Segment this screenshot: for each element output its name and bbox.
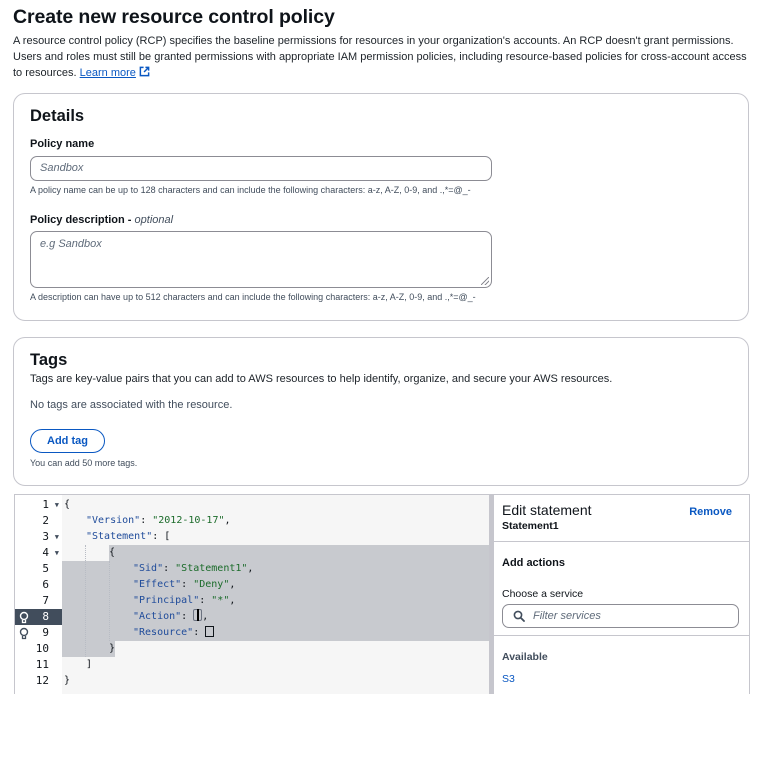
page-description-text: A resource control policy (RCP) specifies the baseline permissions for resources in your organization's accounts. An RCP doesn't grant permissions. Users and roles must still be granted permissions with appropriate IAM permission policies, including resource-based policies for cross-account access to resources. xyxy=(13,35,747,79)
selection-highlight xyxy=(109,545,492,561)
code-line: } xyxy=(109,643,116,654)
code-line: } xyxy=(64,675,71,686)
policy-name-hint: A policy name can be up to 128 characters and can include the following characters: a-z, A-Z, 0-9, and .,*=@_- xyxy=(30,185,471,195)
indent-guide xyxy=(109,561,110,641)
fold-arrow-icon[interactable]: ▼ xyxy=(54,533,59,541)
lightbulb-icon[interactable] xyxy=(19,611,29,625)
page-description xyxy=(13,33,753,81)
line-number-active: 8 xyxy=(15,609,62,625)
learn-more-link[interactable] xyxy=(80,67,136,79)
divider xyxy=(494,635,750,636)
statement-name: Statement1 xyxy=(502,520,559,532)
line-number: 2 xyxy=(42,514,49,527)
indent-guide xyxy=(85,545,86,657)
filter-services-input[interactable] xyxy=(502,604,739,628)
available-heading: Available xyxy=(502,651,548,663)
policy-description-hint: A description can have up to 512 characters and can include the following characters: a-z, A-Z, 0-9, and .,*=@_- xyxy=(30,292,476,302)
filter-services-placeholder: Filter services xyxy=(533,610,601,622)
selection-highlight xyxy=(62,641,115,657)
service-link-s3[interactable]: S3 xyxy=(502,673,515,685)
divider xyxy=(494,541,750,542)
no-tags-message: No tags are associated with the resource. xyxy=(30,399,233,411)
policy-name-placeholder: Sandbox xyxy=(40,162,84,174)
policy-description-label-text: Policy description xyxy=(30,214,125,226)
policy-name-input[interactable] xyxy=(30,156,492,181)
line-number: 3 ▼ xyxy=(42,530,59,543)
tags-container xyxy=(13,337,749,486)
code-line: "Resource": xyxy=(133,625,214,641)
learn-more-label: Learn more xyxy=(79,67,136,79)
lightbulb-icon[interactable] xyxy=(19,627,29,641)
code-line: "Effect": "Deny", xyxy=(133,579,236,590)
line-number: 9 xyxy=(15,625,62,641)
tags-limit-text: You can add 50 more tags. xyxy=(30,458,138,468)
line-number: 10 xyxy=(35,642,49,655)
line-number: 4 ▼ xyxy=(42,546,59,559)
line-number: 6 xyxy=(42,578,49,591)
line-number: 11 xyxy=(35,658,49,671)
code-line: "Sid": "Statement1", xyxy=(133,563,254,574)
code-line-active: "Action": , xyxy=(133,611,209,622)
line-number: 12 xyxy=(35,674,49,687)
fold-arrow-icon[interactable]: ▼ xyxy=(54,549,59,557)
policy-name-label: Policy name xyxy=(30,138,95,150)
edit-statement-panel xyxy=(494,494,750,694)
json-policy-editor[interactable] xyxy=(14,494,492,694)
policy-description-label xyxy=(30,214,173,226)
remove-statement-button[interactable]: Remove xyxy=(689,506,732,518)
editor-gutter xyxy=(15,495,62,694)
tags-description: Tags are key-value pairs that you can add to AWS resources to help identify, organize, and secure your AWS resources. xyxy=(30,373,613,385)
fold-arrow-icon[interactable]: ▼ xyxy=(54,501,59,509)
code-line: "Version": "2012-10-17", xyxy=(86,515,231,526)
code-line: { xyxy=(109,547,116,558)
tags-heading: Tags xyxy=(30,351,68,369)
resize-handle-icon[interactable] xyxy=(481,277,489,285)
add-actions-heading: Add actions xyxy=(502,557,565,569)
line-number: 7 xyxy=(42,594,49,607)
line-number: 1 ▼ xyxy=(42,498,59,511)
policy-description-textarea[interactable] xyxy=(30,231,492,288)
external-link-icon xyxy=(139,66,150,77)
selection-highlight xyxy=(62,561,492,641)
label-separator: - xyxy=(124,214,135,226)
add-tag-button[interactable]: Add tag xyxy=(30,429,105,453)
choose-service-label: Choose a service xyxy=(502,588,584,600)
optional-label: optional xyxy=(134,214,174,226)
page-title: Create new resource control policy xyxy=(13,6,335,28)
details-heading: Details xyxy=(30,107,85,125)
code-line: { xyxy=(64,499,71,510)
line-number: 5 xyxy=(42,562,49,575)
panel-title: Edit statement xyxy=(502,502,592,518)
code-line: "Principal": "*", xyxy=(133,595,236,606)
text-cursor-empty-array xyxy=(193,609,202,621)
details-container xyxy=(13,93,749,321)
empty-array-glyph xyxy=(205,626,214,637)
code-line: "Statement": [ xyxy=(86,531,171,542)
code-line: ] xyxy=(86,659,93,670)
search-icon xyxy=(513,610,525,622)
policy-description-placeholder: e.g Sandbox xyxy=(40,238,102,250)
code-area[interactable] xyxy=(62,495,492,694)
